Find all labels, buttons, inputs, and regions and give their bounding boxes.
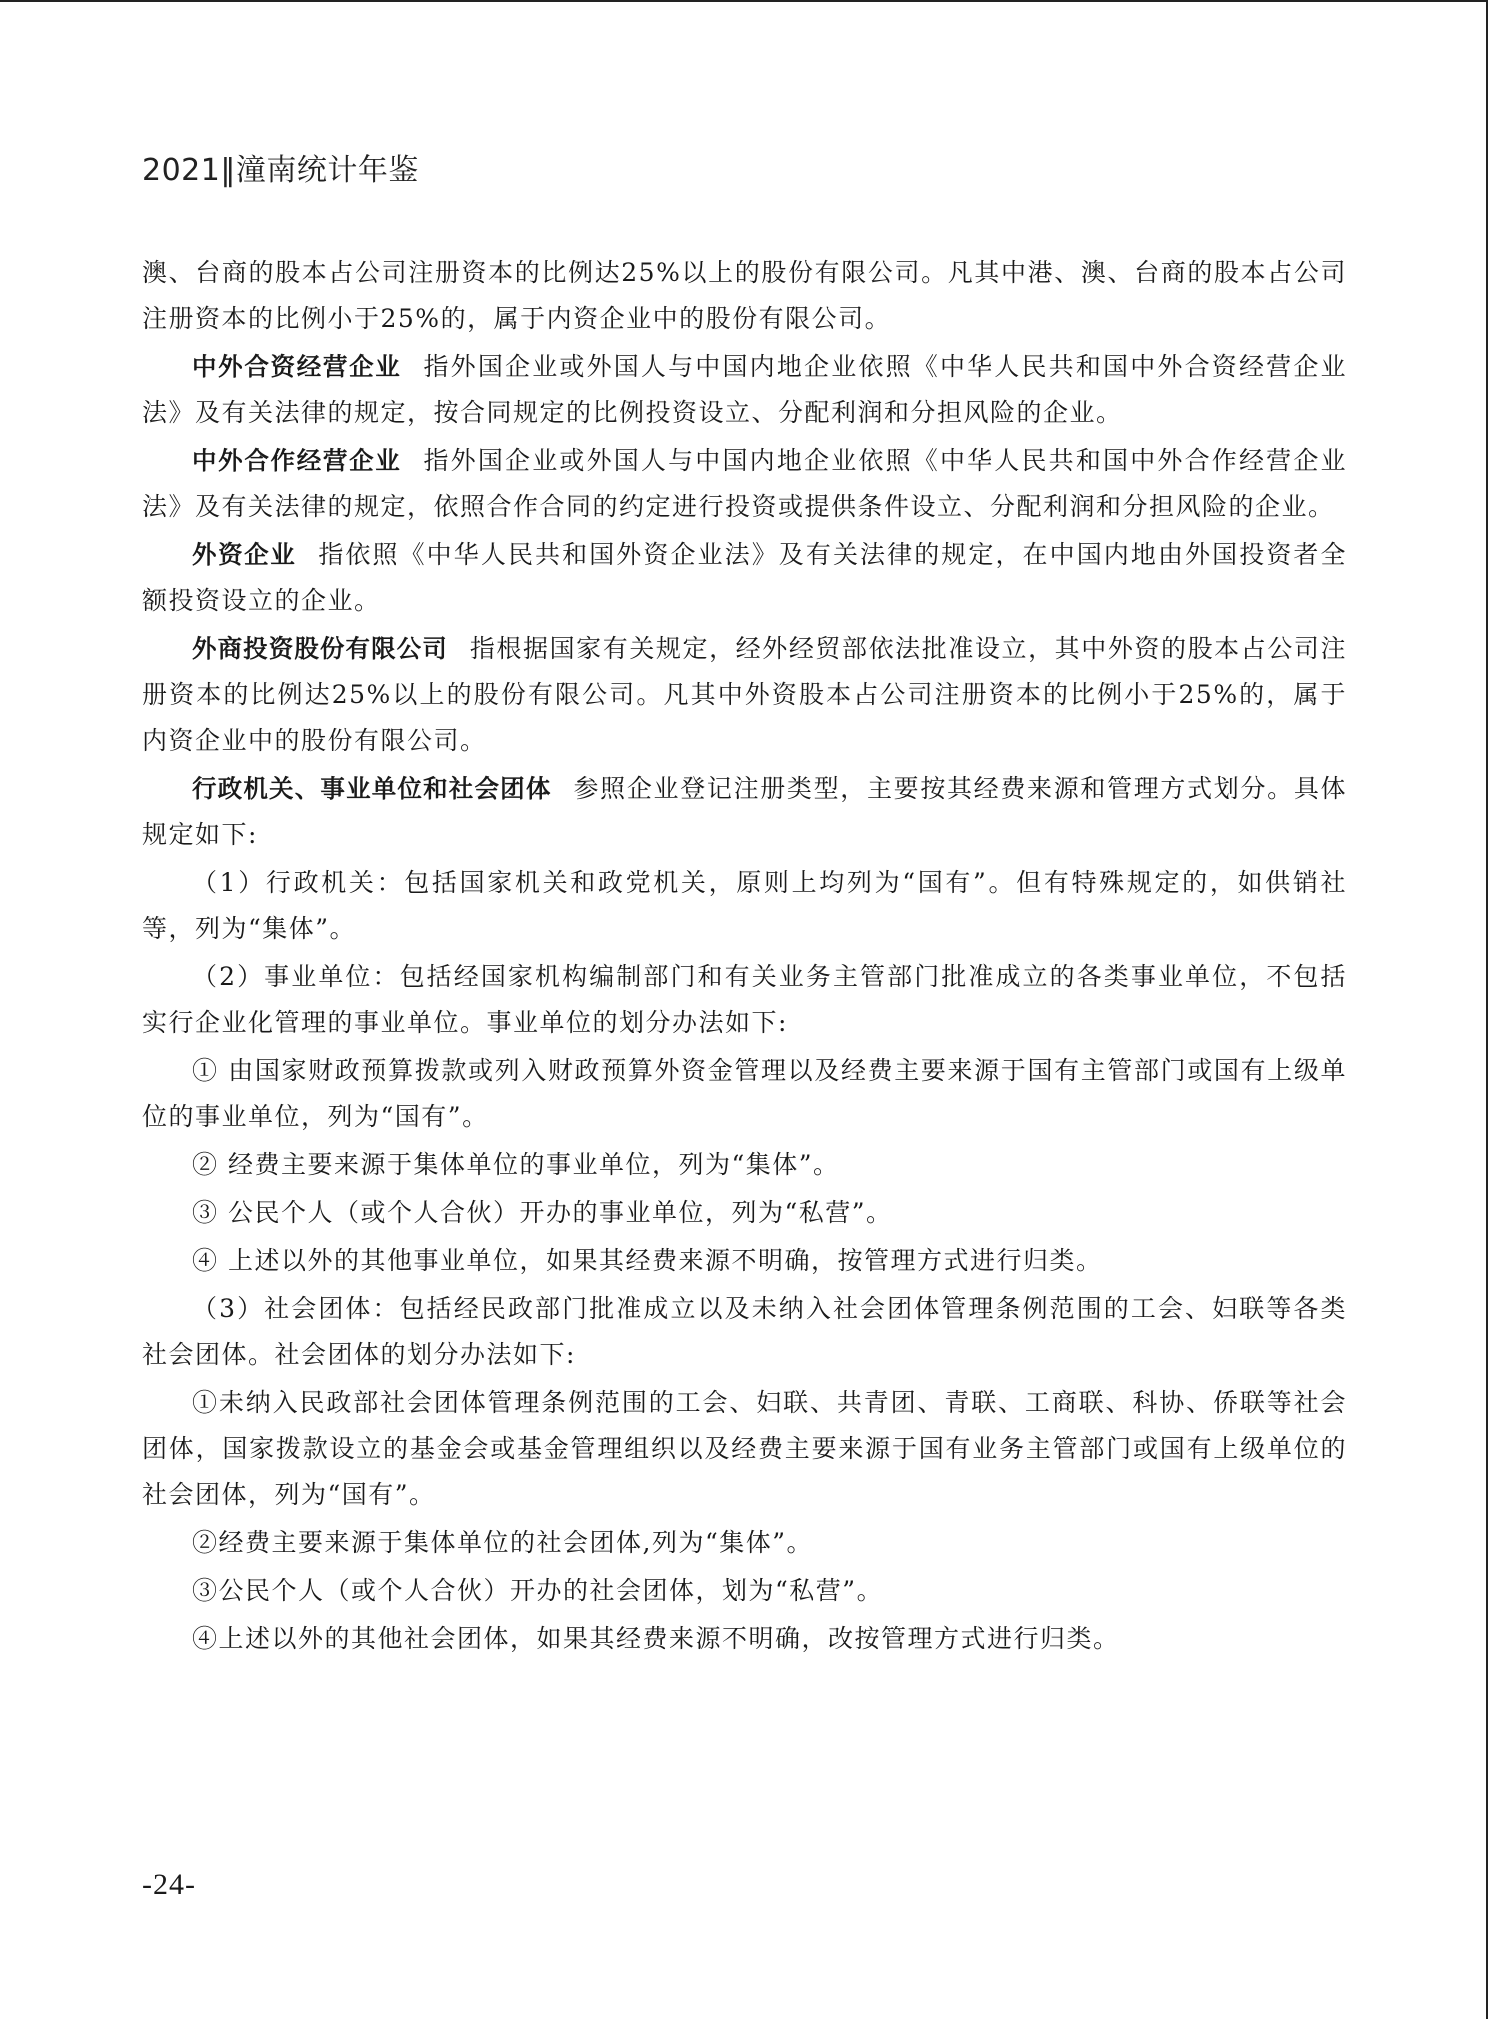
definition-term: 中外合资经营企业 [192, 352, 402, 381]
list-item [142, 860, 1347, 952]
definition-paragraph [142, 344, 1347, 436]
definition-text: 参照企业登记注册类型，主要按其经费来源和管理方式划分。具体规定如下: [142, 774, 1347, 849]
definition-term: 外资企业 [192, 540, 297, 569]
paragraph-text: ④上述以外的其他社会团体，如果其经费来源不明确，改按管理方式进行归类。 [192, 1624, 1120, 1653]
list-item [142, 1048, 1347, 1140]
page-top-border [0, 0, 1488, 2]
list-item [142, 1190, 1347, 1236]
list-item [142, 954, 1347, 1046]
definition-paragraph [142, 626, 1347, 764]
paragraph-text: ③ 公民个人（或个人合伙）开办的事业单位，列为“私营”。 [192, 1198, 893, 1227]
list-item [142, 1616, 1347, 1662]
paragraph-continuation [142, 250, 1347, 342]
definition-paragraph [142, 532, 1347, 624]
page-number: -24- [142, 1868, 196, 1901]
paragraph-text: （2）事业单位：包括经国家机构编制部门和有关业务主管部门批准成立的各类事业单位，不包括实行企业化管理的事业单位。事业单位的划分办法如下: [142, 962, 1347, 1037]
definition-text: 指根据国家有关规定，经外经贸部依法批准设立，其中外资的股本占公司注册资本的比例达25%以上的股份有限公司。凡其中外资股本占公司注册资本的比例小于25%的，属于内资企业中的股份有限公司。 [142, 634, 1348, 755]
list-item [142, 1380, 1347, 1518]
paragraph-text: （3）社会团体：包括经民政部门批准成立以及未纳入社会团体管理条例范围的工会、妇联等各类社会团体。社会团体的划分办法如下: [142, 1294, 1347, 1369]
list-item [142, 1520, 1347, 1566]
definition-paragraph [142, 766, 1347, 858]
definition-text: 指依照《中华人民共和国外资企业法》及有关法律的规定，在中国内地由外国投资者全额投资设立的企业。 [142, 540, 1347, 615]
definition-text: 指外国企业或外国人与中国内地企业依照《中华人民共和国中外合资经营企业法》及有关法律的规定，按合同规定的比例投资设立、分配利润和分担风险的企业。 [142, 352, 1347, 427]
paragraph-text: （1）行政机关：包括国家机关和政党机关，原则上均列为“国有”。但有特殊规定的，如供销社等，列为“集体”。 [142, 868, 1347, 943]
paragraph-text: 澳、台商的股本占公司注册资本的比例达25%以上的股份有限公司。凡其中港、澳、台商的股本占公司注册资本的比例小于25%的，属于内资企业中的股份有限公司。 [142, 258, 1347, 333]
document-body [142, 250, 1347, 1664]
paragraph-text: ①未纳入民政部社会团体管理条例范围的工会、妇联、共青团、青联、工商联、科协、侨联等社会团体，国家拨款设立的基金会或基金管理组织以及经费主要来源于国有业务主管部门或国有上级单位的社会团体，列为“国有”。 [142, 1388, 1347, 1509]
list-item [142, 1142, 1347, 1188]
paragraph-text: ① 由国家财政预算拨款或列入财政预算外资金管理以及经费主要来源于国有主管部门或国有上级单位的事业单位，列为“国有”。 [142, 1056, 1347, 1131]
running-header: 2021‖潼南统计年鉴 [142, 153, 419, 188]
paragraph-text: ② 经费主要来源于集体单位的事业单位，列为“集体”。 [192, 1150, 840, 1179]
definition-term: 中外合作经营企业 [192, 446, 402, 475]
definition-text: 指外国企业或外国人与中国内地企业依照《中华人民共和国中外合作经营企业法》及有关法律的规定，依照合作合同的约定进行投资或提供条件设立、分配利润和分担风险的企业。 [142, 446, 1347, 521]
paragraph-text: ④ 上述以外的其他事业单位，如果其经费来源不明确，按管理方式进行归类。 [192, 1246, 1103, 1275]
paragraph-text: ③公民个人（或个人合伙）开办的社会团体，划为“私营”。 [192, 1576, 884, 1605]
definition-term: 外商投资股份有限公司 [192, 634, 448, 663]
list-item [142, 1238, 1347, 1284]
paragraph-text: ②经费主要来源于集体单位的社会团体,列为“集体”。 [192, 1528, 814, 1557]
definition-term: 行政机关、事业单位和社会团体 [192, 774, 552, 803]
list-item [142, 1286, 1347, 1378]
definition-paragraph [142, 438, 1347, 530]
list-item [142, 1568, 1347, 1614]
